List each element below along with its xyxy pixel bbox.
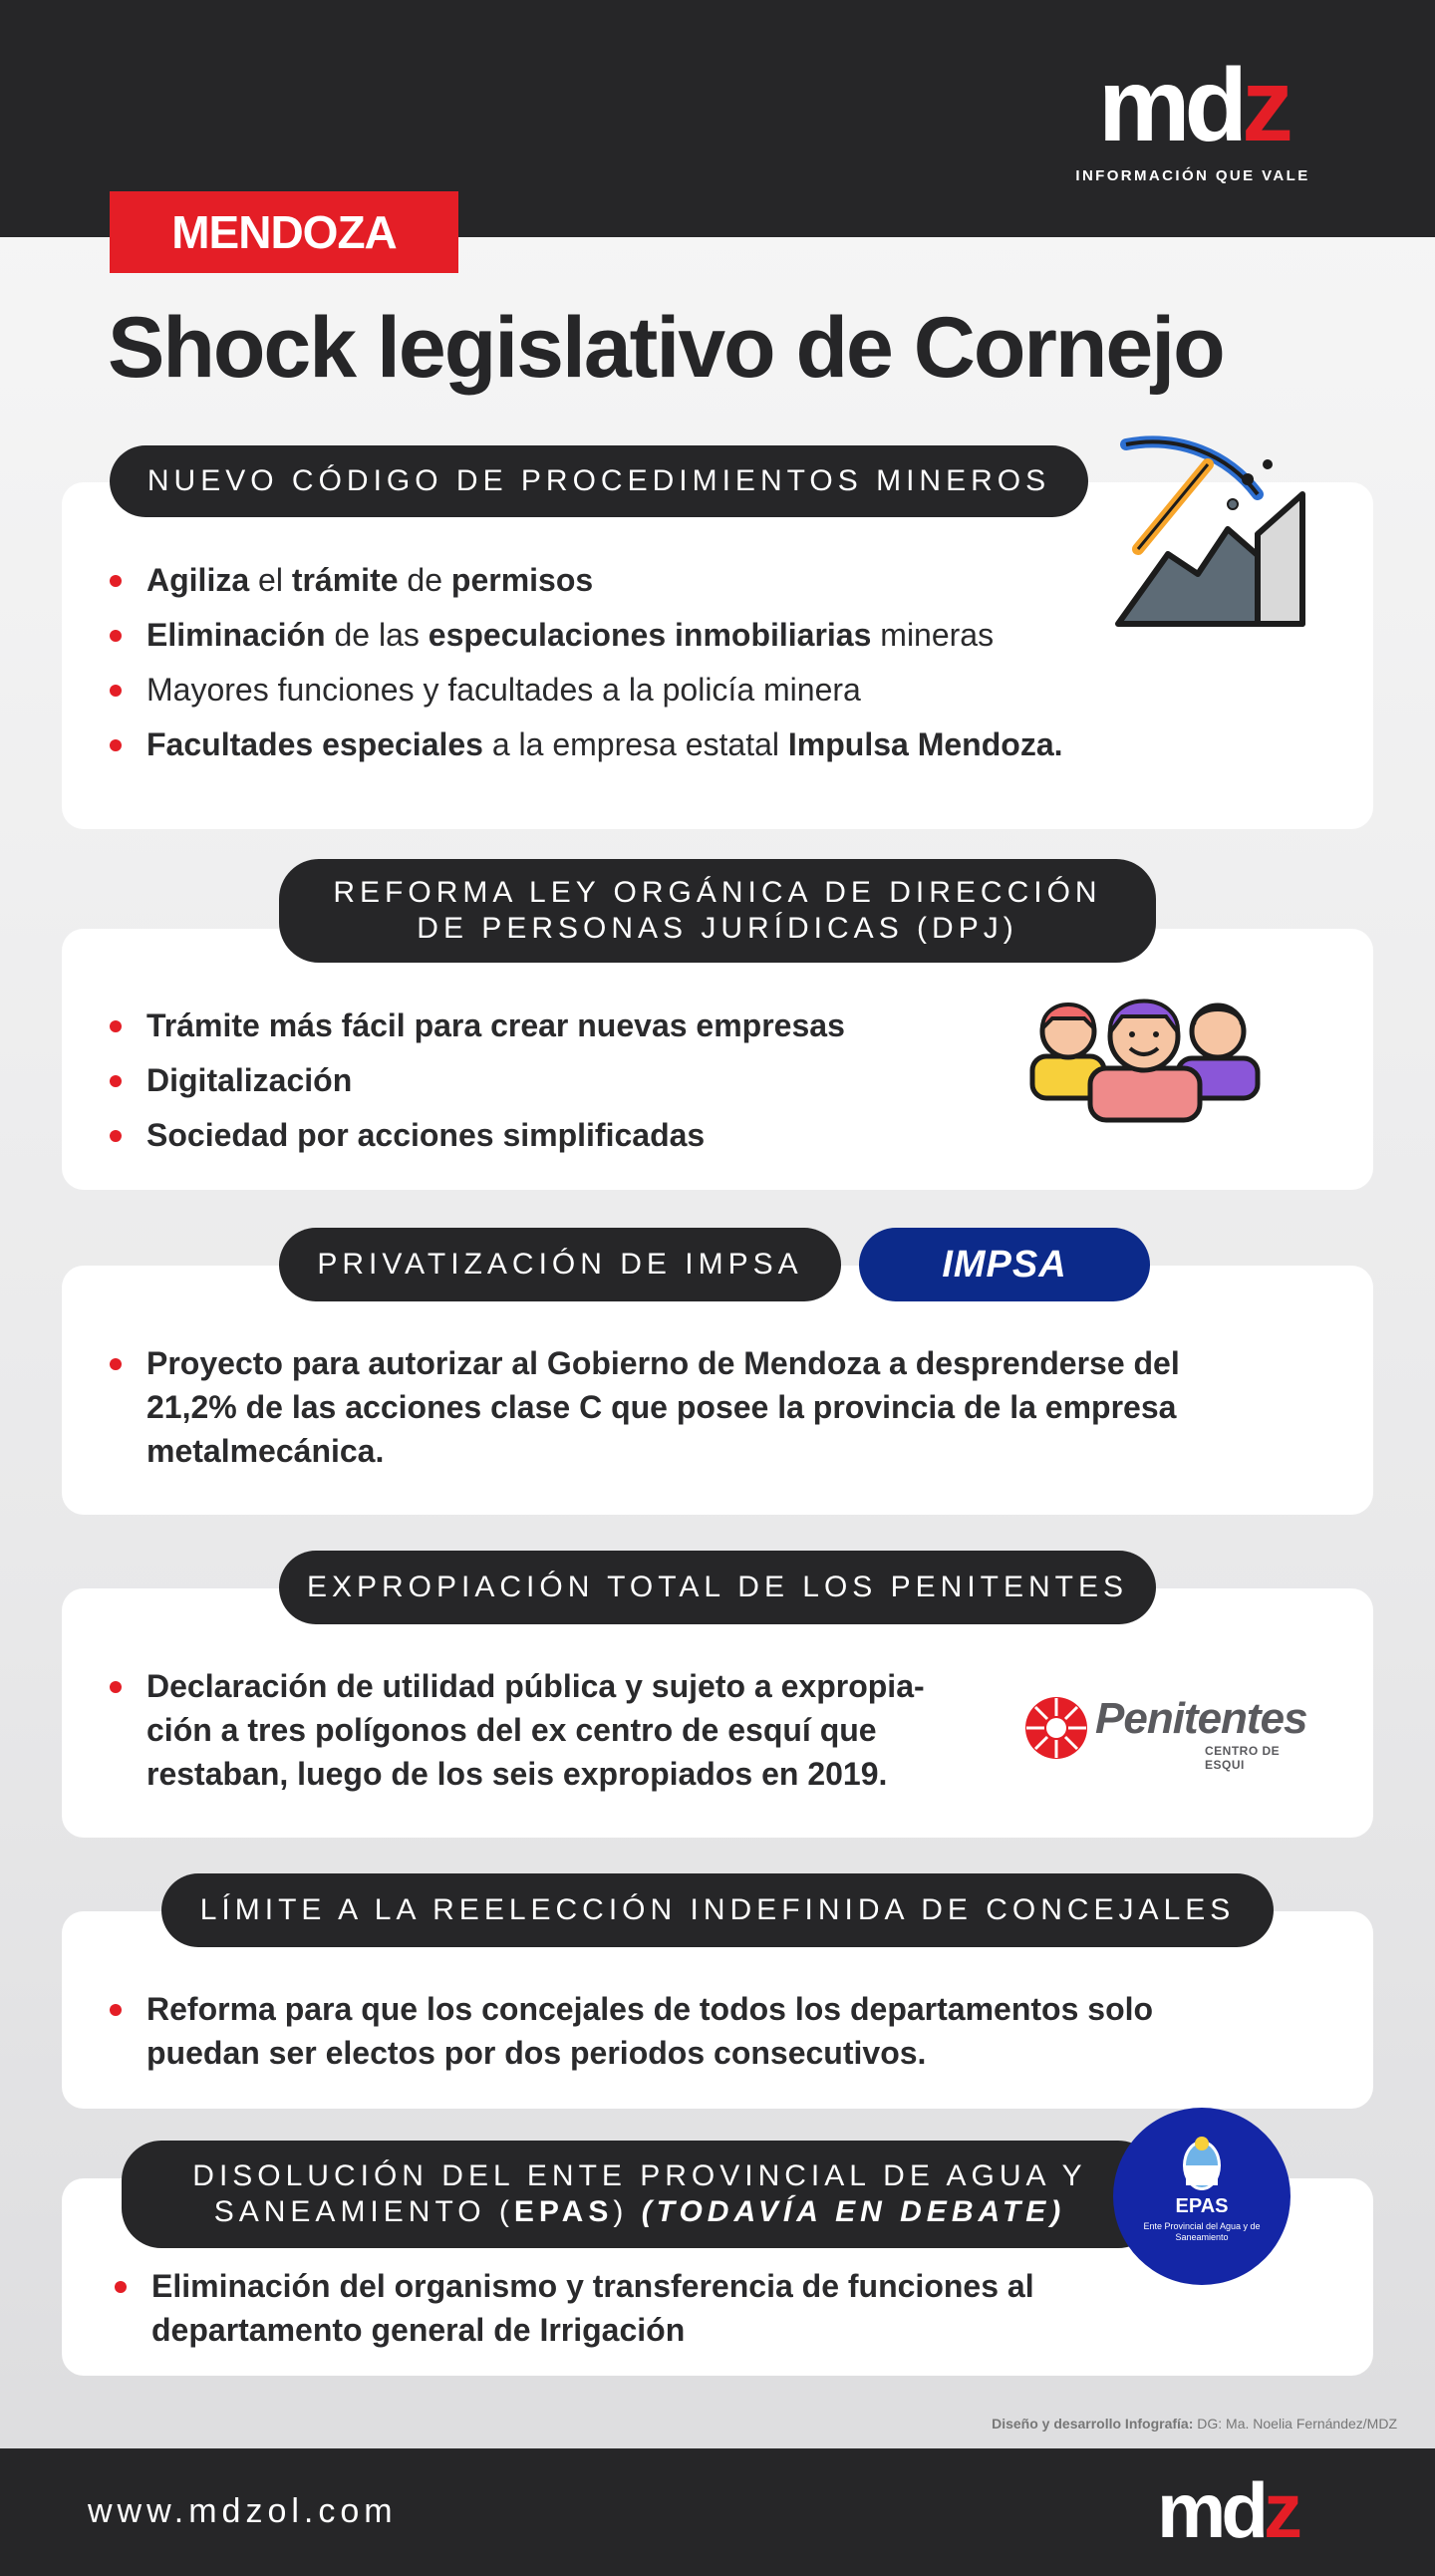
dpj-bullets bbox=[110, 1003, 987, 1168]
credit-value: DG: Ma. Noelia Fernández/MDZ bbox=[1193, 2416, 1397, 2432]
impsa-bullets bbox=[110, 1341, 1305, 1484]
footer-logo-main: md bbox=[1157, 2466, 1264, 2554]
impsa-heading: PRIVATIZACIÓN DE IMPSA bbox=[279, 1228, 841, 1301]
logo-tagline: INFORMACIÓN QUE VALE bbox=[1075, 167, 1310, 184]
list-item bbox=[110, 1987, 1305, 2075]
bullet-text: Eliminación bbox=[146, 617, 326, 653]
epas-heading-text: SANEAMIENTO ( bbox=[213, 2195, 514, 2228]
bullet-line: 21,2% de las acciones clase C que posee la provincia de la empresa bbox=[146, 1389, 1177, 1425]
bullet-line: departamento general de Irrigación bbox=[151, 2312, 686, 2348]
logo-wordmark bbox=[1068, 48, 1317, 163]
dpj-heading bbox=[279, 859, 1156, 963]
epas-heading-line2 bbox=[214, 2194, 1066, 2230]
bullet-text: Impulsa Mendoza. bbox=[787, 726, 1063, 762]
people-group-icon bbox=[1026, 987, 1266, 1126]
footer-mdz-logo[interactable] bbox=[1157, 2466, 1297, 2554]
bullet-text: mineras bbox=[871, 617, 995, 653]
bullet-text: el bbox=[249, 562, 292, 598]
epas-bullets bbox=[115, 2264, 1310, 2363]
dpj-heading-line1: REFORMA LEY ORGÁNICA DE DIRECCIÓN bbox=[333, 876, 1102, 909]
penitentes-heading: EXPROPIACIÓN TOTAL DE LOS PENITENTES bbox=[279, 1551, 1156, 1624]
epas-seal bbox=[1113, 2108, 1291, 2285]
bullet-line: Reforma para que los concejales de todos los departamentos solo bbox=[146, 1991, 1154, 2027]
bullet-text: de bbox=[398, 562, 451, 598]
region-badge: MENDOZA bbox=[110, 191, 458, 273]
penitentes-logo-name: Penitentes bbox=[1095, 1694, 1307, 1743]
penitentes-logo bbox=[1020, 1694, 1319, 1772]
credit-label: Diseño y desarrollo Infografía: bbox=[992, 2416, 1194, 2432]
bullet-text: Facultades especiales bbox=[146, 726, 483, 762]
epas-heading-line1: DISOLUCIÓN DEL ENTE PROVINCIAL DE AGUA Y bbox=[192, 2159, 1087, 2192]
list-item: Digitalización bbox=[110, 1058, 987, 1102]
dpj-heading-line2: DE PERSONAS JURÍDICAS (DPJ) bbox=[417, 912, 1018, 945]
pickaxe-mountain-icon bbox=[1108, 434, 1307, 630]
epas-seal-subtitle: Ente Provincial del Agua y de Saneamiento bbox=[1143, 2221, 1261, 2242]
bullet-line: puedan ser electos por dos periodos consecutivos. bbox=[146, 2035, 927, 2071]
bullet-text: de las bbox=[325, 617, 429, 653]
bullet-line: restaban, luego de los seis expropiados en 2019. bbox=[146, 1756, 888, 1792]
page-title: Shock legislativo de Cornejo bbox=[108, 300, 1224, 396]
epas-heading-text: ) bbox=[613, 2195, 642, 2228]
bullet-line: metalmecánica. bbox=[146, 1433, 385, 1469]
bullet-text: a la empresa estatal bbox=[482, 726, 788, 762]
list-item: Sociedad por acciones simplificadas bbox=[110, 1113, 987, 1157]
concejales-heading: LÍMITE A LA REELECCIÓN INDEFINIDA DE CONCEJALES bbox=[161, 1873, 1274, 1947]
list-item bbox=[110, 1664, 987, 1796]
footer-logo-accent: z bbox=[1264, 2466, 1297, 2554]
bullet-text: Mayores funciones y facultades a la policía minera bbox=[146, 672, 861, 708]
impsa-logo: IMPSA bbox=[859, 1228, 1150, 1301]
concejales-bullets bbox=[110, 1987, 1305, 2086]
list-item bbox=[110, 1341, 1305, 1473]
footer-url-link[interactable]: www.mdzol.com bbox=[88, 2492, 398, 2530]
list-item bbox=[110, 558, 1106, 602]
list-item bbox=[110, 722, 1106, 766]
list-item bbox=[115, 2264, 1310, 2352]
bullet-line: ción a tres polígonos del ex centro de esquí que bbox=[146, 1712, 877, 1748]
sun-burst-icon bbox=[1022, 1694, 1090, 1762]
bullet-text: trámite bbox=[291, 562, 399, 598]
list-item bbox=[110, 613, 1106, 657]
bullet-text: especulaciones inmobiliarias bbox=[428, 617, 872, 653]
list-item bbox=[110, 668, 1106, 712]
list-item: Trámite más fácil para crear nuevas empresas bbox=[110, 1003, 987, 1047]
mining-bullets bbox=[110, 558, 1106, 777]
epas-heading bbox=[122, 2141, 1158, 2248]
footer-bar bbox=[0, 2448, 1435, 2576]
epas-heading-text: EPAS bbox=[513, 2195, 614, 2228]
bullet-line: Eliminación del organismo y transferencia de funciones al bbox=[151, 2268, 1034, 2304]
bullet-text: permisos bbox=[450, 562, 594, 598]
bullet-line: Declaración de utilidad pública y sujeto a expropia- bbox=[146, 1668, 925, 1704]
penitentes-logo-sub: CENTRO DE ESQUI bbox=[1205, 1744, 1281, 1772]
bullet-line: Proyecto para autorizar al Gobierno de Mendoza a desprenderse del bbox=[146, 1345, 1180, 1381]
logo-main: md bbox=[1098, 48, 1242, 163]
epas-seal-title: EPAS bbox=[1175, 2195, 1229, 2217]
epas-heading-status: (TODAVÍA EN DEBATE) bbox=[641, 2195, 1066, 2228]
argentina-shield-icon bbox=[1180, 2136, 1224, 2193]
bullet-text: Agiliza bbox=[146, 562, 250, 598]
design-credit bbox=[992, 2416, 1397, 2432]
mdz-logo[interactable] bbox=[1068, 48, 1317, 184]
penitentes-bullets bbox=[110, 1664, 987, 1807]
logo-accent: z bbox=[1242, 48, 1288, 163]
mining-heading: NUEVO CÓDIGO DE PROCEDIMIENTOS MINEROS bbox=[110, 445, 1088, 517]
